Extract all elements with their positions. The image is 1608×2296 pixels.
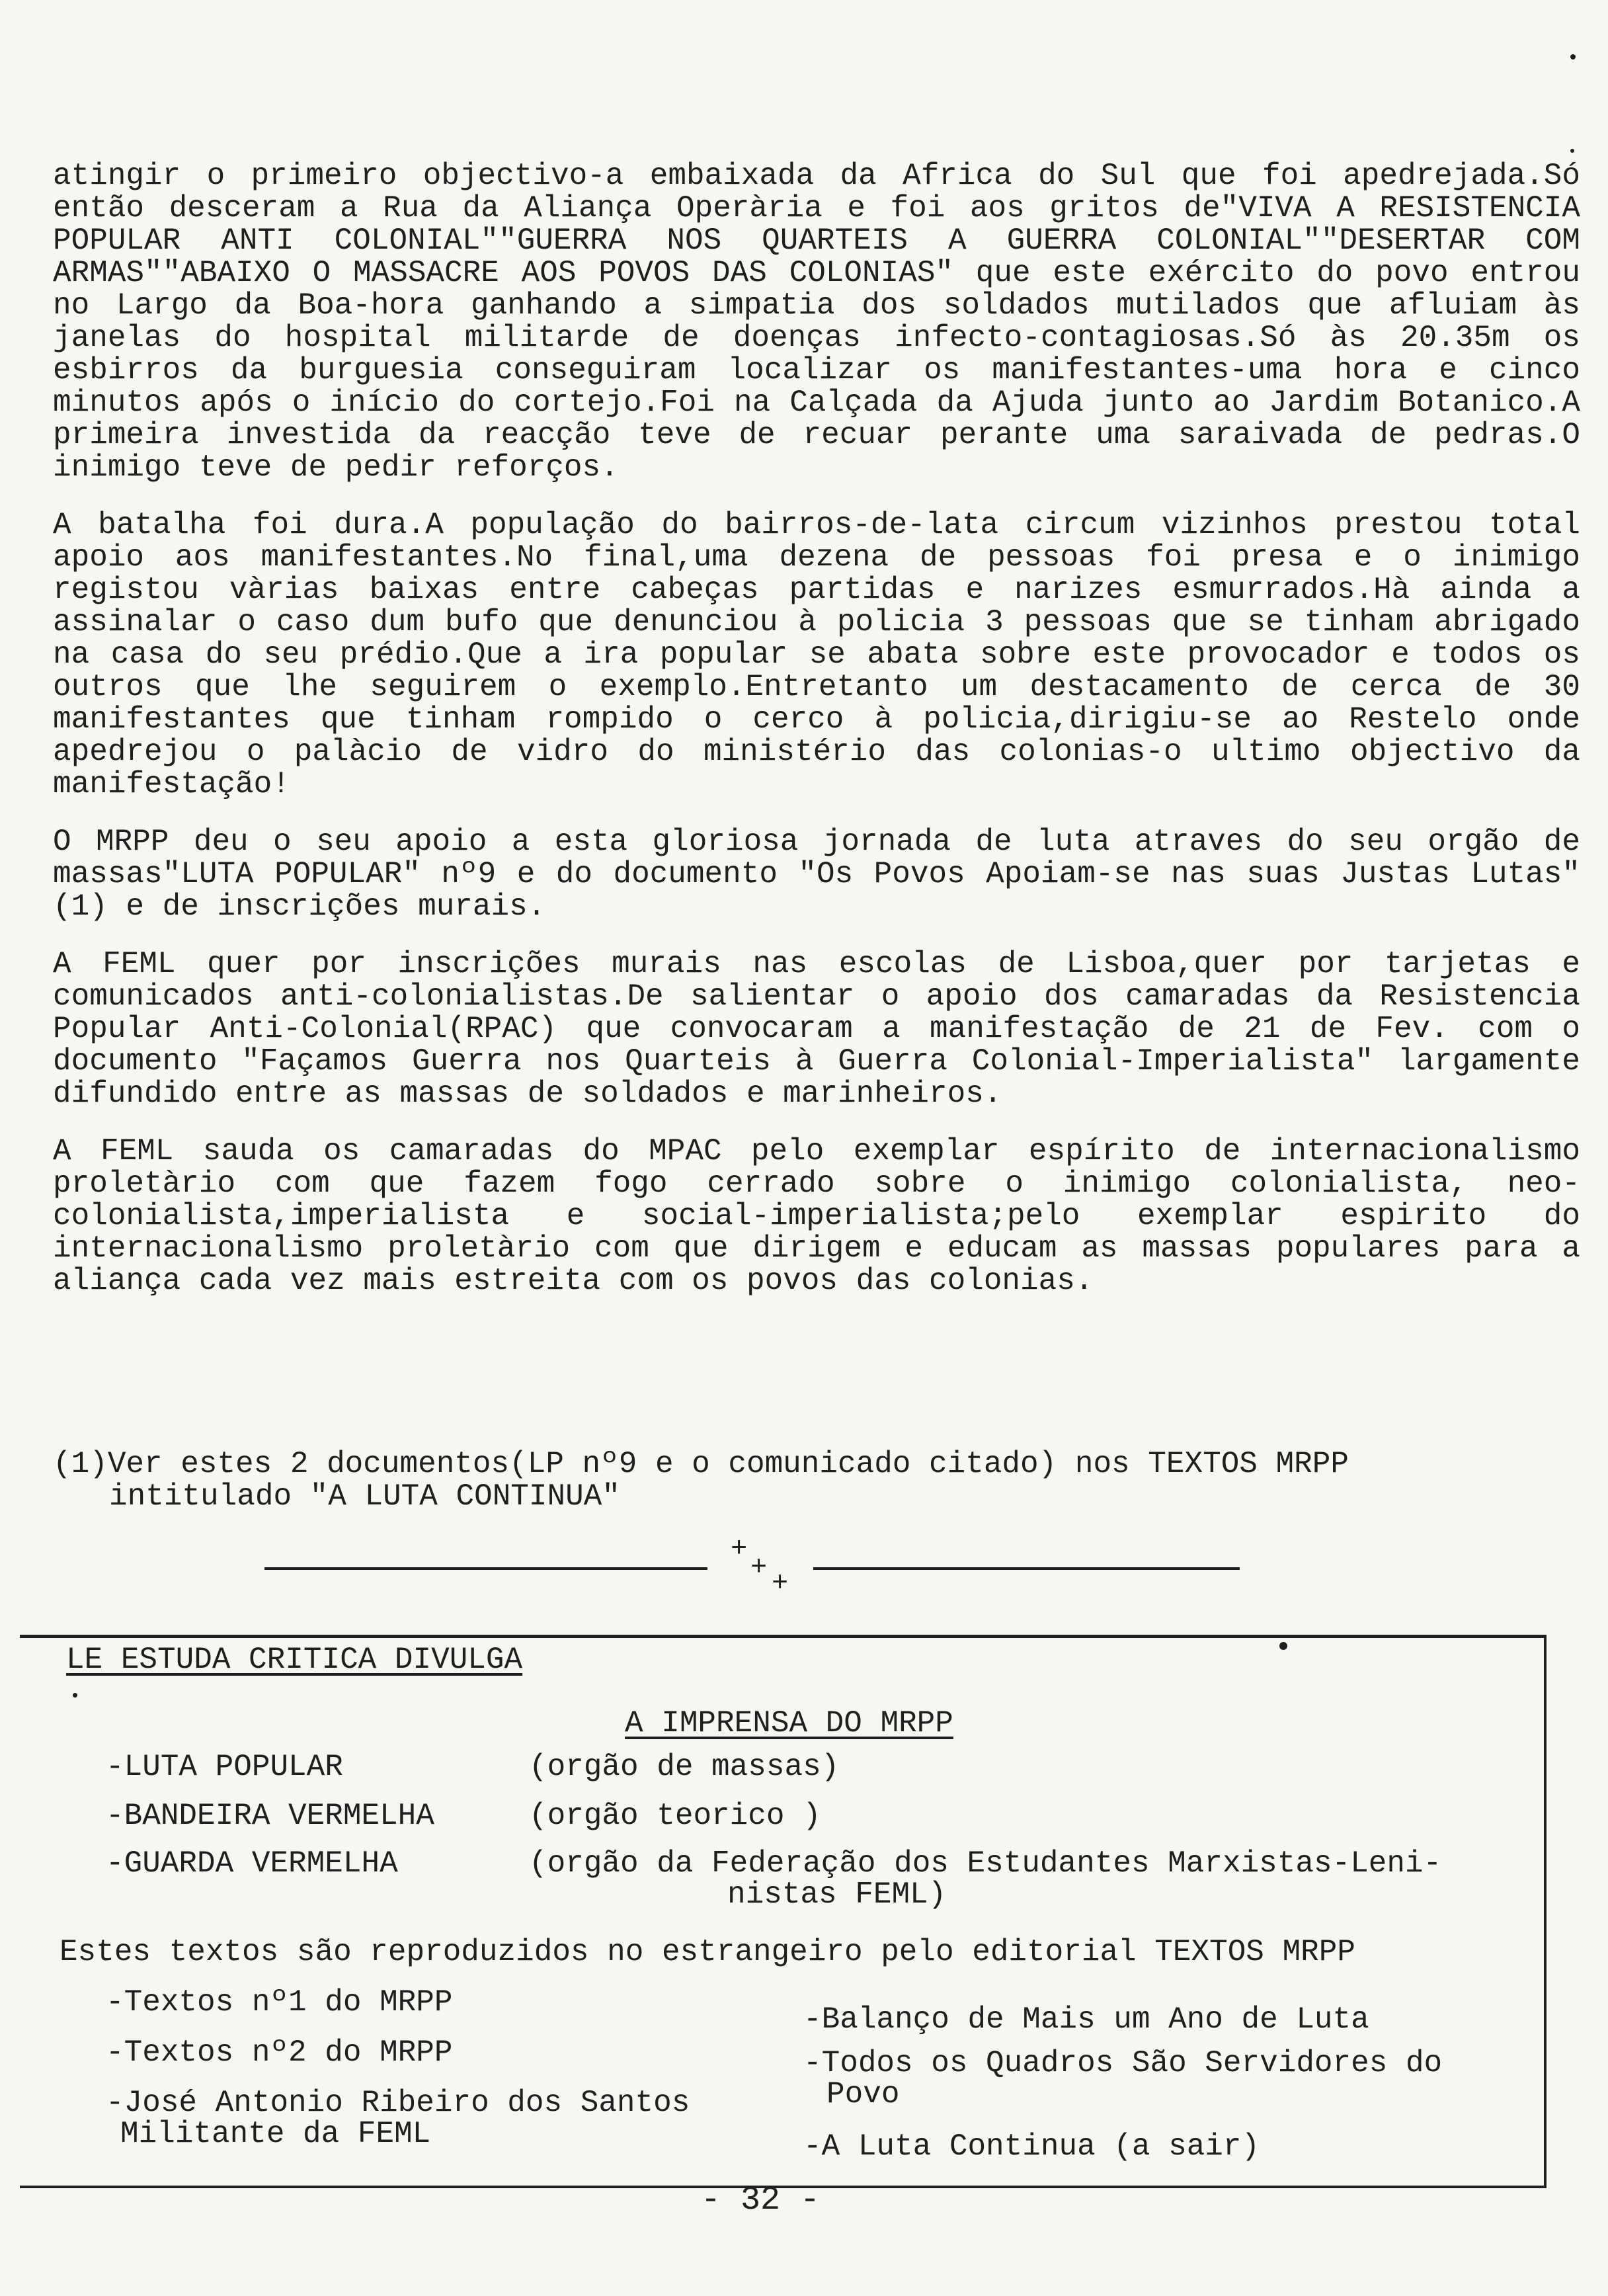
- text-item-left-3: -José Antonio Ribeiro dos Santos: [106, 2086, 690, 2120]
- footnote: [53, 1448, 1574, 1513]
- ink-speck: [73, 1693, 77, 1698]
- paragraph-1: atingir o primeiro objectivo-a embaixada da Africa do Sul que foi apedrejada.Só então desceram a Rua da Aliança Operària e foi aos gritos de"VIVA A RESISTENCIA POPULAR ANTI COLONIAL""GUERRA NOS QUARTEIS A GUERRA COLONIAL""DESERTAR COM ARMAS""ABAIXO O MASSACRE AOS POVOS DAS COLONIAS" que este exército do povo entrou no Largo da Boa-hora ganhando a simpatia dos soldados mutilados que afluiam às janelas do hospital militarde de doenças infecto-contagiosas.Só às 20.35m os esbirros da burguesia conseguiram localizar os manifestantes-uma hora e cinco minutos após o início do cortejo.Foi na Calçada da Ajuda junto ao Jardim Botanico.A primeira investida da reacção teve de recuar perante uma saraivada de pedras.O inimigo teve de pedir reforços.: [53, 159, 1580, 485]
- paragraph-2: A batalha foi dura.A população do bairros-de-lata circum vizinhos prestou total apoio aos manifestantes.No final,uma dezena de pessoas foi presa e o inimigo registou vàrias baixas entre cabeças partidas e narizes esmurrados.Hà ainda a assinalar o caso dum bufo que denunciou à policia 3 pessoas que se tinham abrigado na casa do seu prédio.Que a ira popular se abata sobre este provocador e todos os outros que lhe seguirem o exemplo.Entretanto um destacamento de cerca de 30 manifestantes que tinham rompido o cerco à policia,dirigiu-se ao Restelo onde apedrejou o palàcio de vidro do ministério das colonias-o ultimo objectivo da manifestação!: [53, 508, 1580, 801]
- press-desc-3-cont: nistas FEML): [727, 1877, 947, 1912]
- text-item-left-3-cont: Militante da FEML: [120, 2117, 431, 2151]
- text-item-left-1: -Textos nº1 do MRPP: [106, 1985, 453, 2020]
- ornament-plus-1: +: [731, 1533, 748, 1565]
- divider-line-right: [813, 1567, 1240, 1570]
- press-desc-1: (orgão de massas): [529, 1750, 840, 1784]
- text-item-right-2-cont: Povo: [826, 2077, 900, 2112]
- divider-ornament: [731, 1533, 803, 1604]
- ornament-plus-2: +: [750, 1551, 768, 1583]
- press-desc-3: (orgão da Federação dos Estudantes Marxistas-Leni-: [529, 1846, 1442, 1881]
- box-title: LE ESTUDA CRITICA DIVULGA: [66, 1643, 523, 1677]
- footnote-line-1: (1)Ver estes 2 documentos(LP nº9 e o comunicado citado) nos TEXTOS MRPP: [53, 1447, 1349, 1481]
- page-number: - 32 -: [701, 2182, 821, 2219]
- paragraph-5: A FEML sauda os camaradas do MPAC pelo exemplar espírito de internacionalismo proletàrio com que fazem fogo cerrado sobre o inimigo colonialista, neo-colonialista,imperialista e social-imperialista;pelo exemplar espirito do internacionalismo proletàrio com que dirigem e educam as massas populares para a aliança cada vez mais estreita com os povos das colonias.: [53, 1134, 1580, 1298]
- press-name-1: -LUTA POPULAR: [106, 1750, 343, 1784]
- press-name-3: -GUARDA VERMELHA: [106, 1846, 398, 1881]
- ink-speck: [1279, 1642, 1287, 1650]
- ornament-plus-3: +: [772, 1567, 789, 1599]
- paragraph-3: O MRPP deu o seu apoio a esta gloriosa jornada de luta atraves do seu orgão de massas"LUTA POPULAR" nº9 e do documento "Os Povos Apoiam-se nas suas Justas Lutas"(1) e de inscrições murais.: [53, 825, 1580, 924]
- text-item-right-2: -Todos os Quadros São Servidores do: [803, 2046, 1443, 2080]
- ink-speck: [1570, 149, 1574, 153]
- paragraph-4: A FEML quer por inscrições murais nas escolas de Lisboa,quer por tarjetas e comunicados anti-colonialistas.De salientar o apoio dos camaradas da Resistencia Popular Anti-Colonial(RPAC) que convocaram a manifestação de 21 de Fev. com o documento "Façamos Guerra nos Quarteis à Guerra Colonial-Imperialista" largamente difundido entre as massas de soldados e marinheiros.: [53, 947, 1580, 1111]
- press-name-2: -BANDEIRA VERMELHA: [106, 1799, 434, 1833]
- divider-line-left: [264, 1567, 707, 1570]
- press-heading: A IMPRENSA DO MRPP: [625, 1706, 953, 1741]
- press-desc-2: (orgão teorico ): [529, 1799, 821, 1833]
- box-intro: Estes textos são reproduzidos no estrangeiro pelo editorial TEXTOS MRPP: [60, 1935, 1355, 1969]
- text-item-right-1: -Balanço de Mais um Ano de Luta: [803, 2002, 1369, 2037]
- text-item-left-2: -Textos nº2 do MRPP: [106, 2035, 453, 2070]
- ink-speck: [1570, 54, 1576, 60]
- footnote-line-2: intitulado "A LUTA CONTINUA": [109, 1479, 620, 1514]
- article-body: [53, 160, 1580, 1323]
- text-item-right-3: -A Luta Continua (a sair): [803, 2129, 1260, 2164]
